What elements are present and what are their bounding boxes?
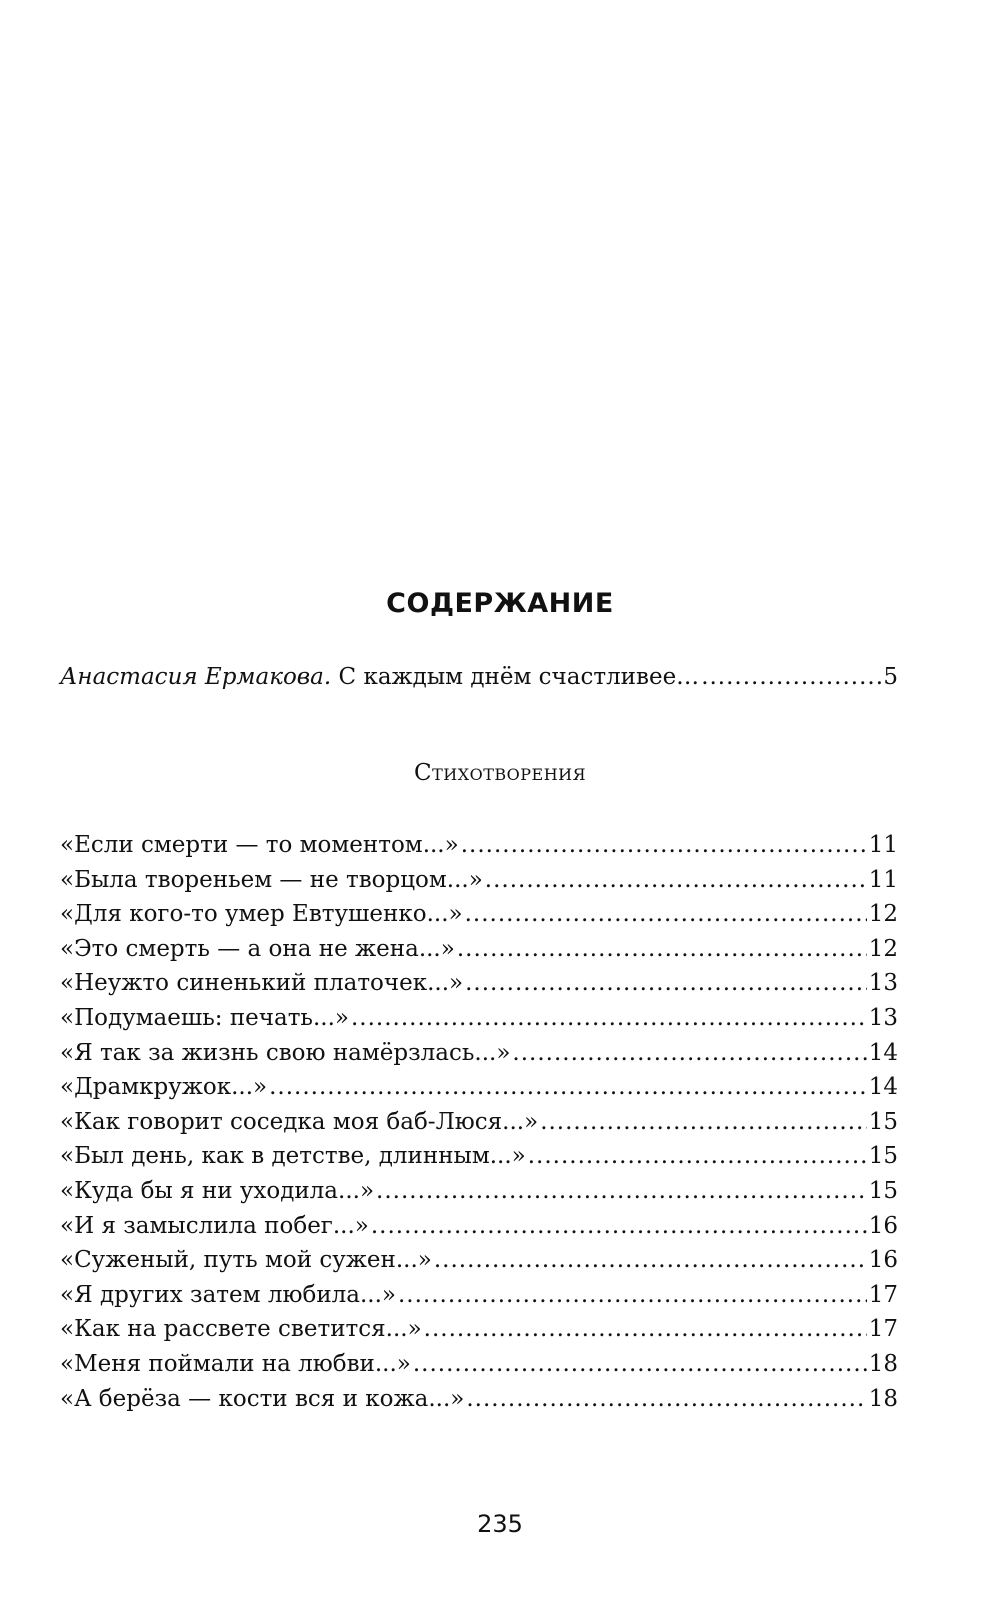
entry-title: «Подумаешь: печать...» <box>60 1004 349 1031</box>
leader-dots <box>701 660 881 694</box>
entry-title: «А берёза — кости вся и кожа...» <box>60 1385 465 1412</box>
toc-entry <box>60 1036 898 1071</box>
toc-entry <box>60 1070 898 1105</box>
intro-author: Анастасия Ермакова. <box>60 664 332 690</box>
leader-dots <box>461 828 867 863</box>
section-title: Стихотворения <box>413 760 587 786</box>
leader-dots <box>512 1036 866 1071</box>
toc-entry <box>60 1174 898 1209</box>
entry-page-number: 13 <box>868 970 898 997</box>
entry-title: «Если смерти — то моментом...» <box>60 832 459 858</box>
entry-page-number: 15 <box>868 1108 898 1135</box>
leader-dots <box>351 1001 867 1036</box>
entry-page-number: 11 <box>868 832 898 858</box>
toc-entry <box>60 1312 898 1347</box>
leader-dots <box>398 1278 867 1313</box>
leader-dots <box>465 897 867 932</box>
leader-dots <box>434 1243 867 1278</box>
entry-title: «Драмкружок...» <box>60 1074 268 1101</box>
page-title: СОДЕРЖАНИЕ <box>386 588 614 619</box>
entry-page-number: 12 <box>868 935 898 962</box>
toc-entry <box>60 1209 898 1244</box>
entry-page-number: 17 <box>868 1281 898 1308</box>
leader-dots <box>269 1070 867 1105</box>
entry-page-number: 18 <box>868 1385 898 1412</box>
entry-page-number: 16 <box>868 1247 898 1274</box>
entry-title: «Как на рассвете светится...» <box>60 1316 422 1343</box>
entry-title: «Как говорит соседка моя баб-Люся...» <box>60 1108 539 1135</box>
entry-page-number: 12 <box>868 901 898 928</box>
toc-entry <box>60 1278 898 1313</box>
leader-dots <box>485 863 867 898</box>
intro-title: С каждым днём счастливее… <box>338 664 700 690</box>
intro-page-number: 5 <box>883 664 898 690</box>
toc-intro-entry <box>60 660 898 694</box>
entry-title: «Суженый, путь мой сужен...» <box>60 1247 432 1274</box>
leader-dots <box>376 1174 867 1209</box>
entry-page-number: 14 <box>868 1039 898 1066</box>
entry-title: «Я так за жизнь свою намёрзлась...» <box>60 1039 511 1066</box>
leader-dots <box>466 1382 866 1417</box>
toc-entry <box>60 1139 898 1174</box>
toc-list <box>0 828 1000 1416</box>
entry-title: «Неужто синенький платочек...» <box>60 970 464 997</box>
entry-title: «Был день, как в детстве, длинным...» <box>60 1143 526 1170</box>
entry-page-number: 13 <box>868 1004 898 1031</box>
entry-title: «Куда бы я ни уходила...» <box>60 1177 375 1204</box>
toc-entry <box>60 1347 898 1382</box>
entry-title: «Была твореньем — не творцом...» <box>60 866 483 893</box>
toc-entry <box>60 1243 898 1278</box>
entry-title: «И я замыслила побег...» <box>60 1212 369 1239</box>
entry-title: «Для кого-то умер Евтушенко...» <box>60 901 463 928</box>
toc-entry <box>60 863 898 898</box>
leader-dots <box>457 932 867 967</box>
entry-title: «Я других затем любила...» <box>60 1281 396 1308</box>
entry-page-number: 17 <box>868 1316 898 1343</box>
leader-dots <box>371 1209 867 1244</box>
toc-entry <box>60 828 898 863</box>
toc-entry <box>60 1105 898 1140</box>
leader-dots <box>465 966 867 1001</box>
toc-entry <box>60 1001 898 1036</box>
entry-title: «Меня поймали на любви...» <box>60 1350 411 1377</box>
toc-entry <box>60 966 898 1001</box>
entry-page-number: 15 <box>868 1177 898 1204</box>
toc-entry <box>60 897 898 932</box>
page-number: 235 <box>477 1510 523 1538</box>
leader-dots <box>528 1139 867 1174</box>
entry-title: «Это смерть — а она не жена...» <box>60 935 455 962</box>
toc-entry <box>60 1382 898 1417</box>
entry-page-number: 15 <box>868 1143 898 1170</box>
entry-page-number: 11 <box>868 866 898 893</box>
entry-page-number: 18 <box>868 1350 898 1377</box>
toc-entry <box>60 932 898 967</box>
leader-dots <box>424 1312 867 1347</box>
leader-dots <box>540 1105 867 1140</box>
entry-page-number: 14 <box>868 1074 898 1101</box>
entry-page-number: 16 <box>868 1212 898 1239</box>
leader-dots <box>413 1347 867 1382</box>
